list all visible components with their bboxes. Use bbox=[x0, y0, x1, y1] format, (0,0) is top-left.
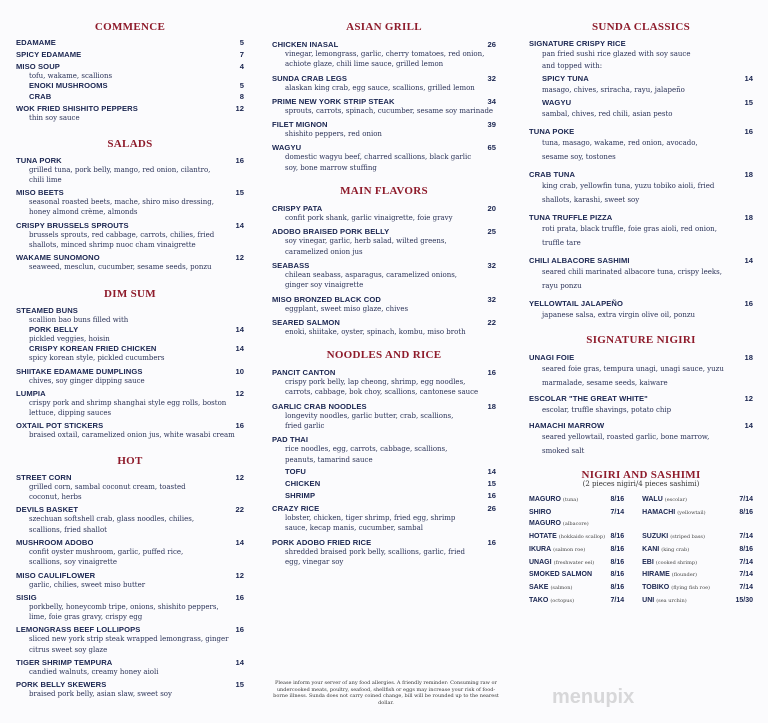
sashimi-name: UNI bbox=[642, 596, 655, 604]
menu-item bbox=[272, 295, 496, 314]
item-price: 16 bbox=[487, 537, 496, 547]
item-name: CRAB TUNA bbox=[529, 170, 576, 179]
item-description: seared foie gras, tempura unagi, unagi sauce, yuzu marmalade, sesame seeds, kaiware bbox=[542, 365, 724, 387]
item-description: shredded braised pork belly, scallions, garlic, fried egg, vinegar soy bbox=[285, 547, 465, 566]
sashimi-name: TOBIKO bbox=[642, 583, 670, 591]
menu-item bbox=[16, 104, 244, 123]
item-description: grilled corn, sambal coconut cream, toasted coconut, herbs bbox=[29, 482, 186, 502]
item-price: 16 bbox=[235, 625, 244, 635]
item-price: 16 bbox=[487, 368, 496, 378]
sashimi-price: 7/14 bbox=[739, 533, 753, 541]
menu-item bbox=[529, 39, 753, 72]
menu-item bbox=[16, 505, 244, 535]
sashimi-name: HAMACHI bbox=[642, 508, 676, 516]
sashimi-item bbox=[642, 557, 753, 570]
item-name: STEAMED BUNS bbox=[16, 305, 78, 315]
menu-item bbox=[529, 394, 753, 417]
item-description: soy vinegar, garlic, herb salad, wilted greens, caramelized onion jus bbox=[285, 237, 447, 256]
item-name: HAMACHI MARROW bbox=[529, 421, 605, 430]
item-name: FILET MIGNON bbox=[272, 120, 328, 130]
item-price: 16 bbox=[235, 592, 244, 602]
sashimi-name: WALU bbox=[642, 496, 663, 503]
sashimi-note: (escolar) bbox=[664, 497, 687, 503]
item-price: 16 bbox=[235, 155, 244, 165]
sashimi-price: 7/14 bbox=[739, 558, 753, 566]
menu-item bbox=[272, 402, 496, 432]
menu-item bbox=[16, 367, 244, 386]
item-price: 14 bbox=[487, 466, 496, 476]
item-description: braised pork belly, asian slaw, sweet soy bbox=[29, 690, 172, 699]
sashimi-note: (salmon) bbox=[550, 584, 573, 591]
sashimi-name: IKURA bbox=[529, 545, 552, 553]
item-description: masago, chives, sriracha, rayu, jalapeño bbox=[542, 86, 685, 94]
menu-item bbox=[16, 38, 244, 47]
sashimi-subtitle: (2 pieces nigiri/4 pieces sashimi) bbox=[582, 480, 700, 488]
menu-item bbox=[16, 62, 244, 81]
sashimi-price: 15/30 bbox=[735, 596, 753, 604]
watermark: menupix bbox=[552, 686, 635, 708]
item-price: 5 bbox=[239, 81, 244, 91]
menu-item bbox=[16, 625, 244, 655]
item-price: 18 bbox=[744, 353, 753, 362]
item-description: vinegar, lemongrass, garlic, cherry tomatoes, red onion, achiote glaze, chili lime sauce, grilled lemon bbox=[285, 50, 485, 69]
item-price: 12 bbox=[235, 472, 244, 482]
sashimi-note: (sea urchin) bbox=[656, 597, 687, 604]
item-price: 12 bbox=[235, 104, 244, 114]
sashimi-note: (freshwater eel) bbox=[553, 559, 595, 566]
sashimi-item bbox=[529, 582, 624, 595]
item-price: 15 bbox=[487, 478, 496, 488]
menu-item bbox=[16, 473, 244, 503]
sashimi-item bbox=[529, 544, 624, 557]
menu-item bbox=[272, 467, 496, 476]
item-price: 16 bbox=[235, 421, 244, 431]
item-name: SHRIMP bbox=[285, 490, 316, 500]
item-price: 14 bbox=[744, 421, 753, 430]
item-name: DEVILS BASKET bbox=[16, 505, 79, 515]
item-description: seared chili marinated albacore tuna, crispy leeks, rayu ponzu bbox=[542, 268, 722, 290]
section-title-hot: HOT bbox=[117, 454, 143, 467]
item-name: MISO SOUP bbox=[16, 62, 60, 71]
item-name: PRIME NEW YORK STRIP STEAK bbox=[272, 96, 395, 106]
menu-item bbox=[529, 421, 753, 458]
section-title-dimsum: DIM SUM bbox=[104, 287, 156, 300]
menu-column-2 bbox=[272, 0, 496, 567]
item-description: alaskan king crab, egg sauce, scallions, grilled lemon bbox=[285, 83, 475, 92]
allergy-notice: Please inform your server of any food allergies. A friendly reminder: Consuming raw or undercooked meats, poultry, seafood, shellfish or eggs may increase your risk of food-borne illness. Sunda does not carry coined change, bill will be rounded up to the nearest dollar. bbox=[273, 680, 499, 706]
item-description: roti prata, black truffle, foie gras aioli, red onion, truffle tare bbox=[542, 225, 717, 247]
menu-item bbox=[272, 120, 496, 139]
menu-item bbox=[272, 227, 496, 257]
sashimi-name: UNAGI bbox=[529, 558, 552, 566]
sashimi-item bbox=[529, 557, 624, 570]
item-price: 14 bbox=[235, 324, 244, 334]
item-name: CRAB bbox=[29, 92, 52, 102]
menu-item bbox=[272, 40, 496, 70]
menu-item bbox=[16, 389, 244, 419]
item-name: CHILI ALBACORE SASHIMI bbox=[529, 256, 630, 265]
item-description: tuna, masago, wakame, red onion, avocado, sesame soy, tostones bbox=[542, 139, 698, 161]
item-price: 32 bbox=[487, 73, 496, 83]
item-name: CRISPY BRUSSELS SPROUTS bbox=[16, 220, 129, 230]
item-name: TUNA TRUFFLE PIZZA bbox=[529, 213, 613, 222]
menu-item bbox=[272, 368, 496, 398]
item-name: ADOBO BRAISED PORK BELLY bbox=[272, 227, 390, 237]
item-price: 32 bbox=[487, 260, 496, 270]
menu-item bbox=[272, 538, 496, 568]
sashimi-note: (yellowtail) bbox=[677, 509, 706, 516]
item-name: PORK BELLY bbox=[29, 324, 79, 334]
sashimi-price: 8/16 bbox=[739, 545, 753, 553]
item-price: 8 bbox=[239, 92, 244, 102]
item-name: EDAMAME bbox=[16, 38, 56, 47]
item-price: 20 bbox=[487, 204, 496, 214]
item-name: LUMPIA bbox=[16, 388, 46, 398]
sashimi-item bbox=[642, 507, 753, 531]
item-price: 25 bbox=[487, 227, 496, 237]
main-flavors-list bbox=[272, 204, 496, 337]
menu-item bbox=[529, 299, 753, 322]
item-price: 12 bbox=[235, 570, 244, 580]
item-description: seaweed, mesclun, cucumber, sesame seeds, ponzu bbox=[29, 263, 212, 272]
sashimi-note: (albacore) bbox=[562, 521, 589, 528]
menu-item bbox=[16, 92, 244, 101]
menu-item bbox=[272, 143, 496, 173]
item-description: enoki, shiitake, oyster, spinach, kombu, miso broth bbox=[285, 327, 466, 336]
item-name: UNAGI FOIE bbox=[529, 353, 575, 362]
item-name: MISO BEETS bbox=[16, 188, 64, 198]
menu-item bbox=[272, 479, 496, 488]
item-name: MUSHROOM ADOBO bbox=[16, 537, 94, 547]
sashimi-item bbox=[642, 569, 753, 582]
menu-item bbox=[16, 156, 244, 186]
item-price: 4 bbox=[239, 62, 244, 71]
item-description: confit pork shank, garlic vinaigrette, foie gravy bbox=[285, 214, 453, 223]
item-name: PORK ADOBO FRIED RICE bbox=[272, 537, 372, 547]
item-name: CRISPY KOREAN FRIED CHICKEN bbox=[29, 344, 157, 354]
section-title-nigiri-sashimi: NIGIRI AND SASHIMI bbox=[581, 469, 701, 481]
item-description: brussels sprouts, red cabbage, carrots, chilies, fried shallots, minced shrimp nuoc cham vinaigrette bbox=[29, 230, 215, 250]
item-price: 18 bbox=[744, 170, 753, 179]
sashimi-row bbox=[529, 544, 753, 557]
sashimi-item bbox=[642, 494, 753, 507]
sashimi-note: (tuna) bbox=[562, 497, 579, 503]
item-name: WAKAME SUNOMONO bbox=[16, 253, 100, 263]
sashimi-price: 8/16 bbox=[610, 545, 625, 553]
sashimi-name: TAKO bbox=[529, 596, 549, 604]
menu-item bbox=[16, 421, 244, 440]
item-description: sambal, chives, red chili, asian pesto bbox=[542, 110, 673, 118]
item-price: 12 bbox=[235, 388, 244, 398]
item-price: 14 bbox=[235, 537, 244, 547]
classics-list bbox=[529, 39, 753, 322]
menu-item bbox=[529, 213, 753, 250]
menu-item bbox=[272, 491, 496, 500]
item-price: 15 bbox=[235, 188, 244, 198]
item-description: grilled tuna, pork belly, mango, red onion, cilantro, chili lime bbox=[29, 165, 211, 184]
sashimi-item bbox=[529, 507, 624, 531]
item-price: 32 bbox=[487, 294, 496, 304]
item-description: eggplant, sweet miso glaze, chives bbox=[285, 304, 409, 313]
menu-item bbox=[272, 204, 496, 223]
menu-item bbox=[529, 74, 753, 97]
sashimi-note: (cooked shrimp) bbox=[655, 559, 698, 566]
item-description: seasonal roasted beets, mache, shiro miso dressing, honey almond crème, almonds bbox=[29, 198, 214, 217]
item-description: braised oxtail, caramelized onion jus, white wasabi cream bbox=[29, 431, 235, 440]
menu-item bbox=[272, 74, 496, 93]
menu-column-3 bbox=[529, 0, 753, 607]
sashimi-price: 7/14 bbox=[739, 583, 753, 591]
item-name: TIGER SHRIMP TEMPURA bbox=[16, 658, 113, 668]
sashimi-note: (salmon roe) bbox=[553, 546, 586, 553]
sashimi-name: HOTATE bbox=[529, 533, 557, 541]
sashimi-row bbox=[529, 557, 753, 570]
menu-item bbox=[16, 538, 244, 568]
item-name: PORK BELLY SKEWERS bbox=[16, 680, 107, 690]
menu-item bbox=[16, 658, 244, 677]
item-price: 18 bbox=[487, 401, 496, 411]
sashimi-row bbox=[529, 569, 753, 582]
item-description: candied walnuts, creamy honey aioli bbox=[29, 668, 159, 677]
item-name: TOFU bbox=[285, 466, 306, 476]
sashimi-price: 8/16 bbox=[610, 496, 625, 503]
item-price: 26 bbox=[487, 503, 496, 513]
item-name: OXTAIL POT STICKERS bbox=[16, 421, 104, 431]
item-name: PANCIT CANTON bbox=[272, 368, 336, 378]
menu-item bbox=[16, 50, 244, 59]
menu-item bbox=[272, 318, 496, 337]
item-description: japanese salsa, extra virgin olive oil, ponzu bbox=[542, 311, 696, 319]
item-price: 65 bbox=[487, 143, 496, 153]
item-name: SEARED SALMON bbox=[272, 317, 340, 327]
sashimi-name: HIRAME bbox=[642, 571, 670, 579]
menu-item bbox=[16, 593, 244, 623]
item-name: SIGNATURE CRISPY RICE bbox=[529, 39, 626, 48]
sashimi-grid bbox=[529, 494, 753, 607]
item-price: 14 bbox=[235, 220, 244, 230]
menu-item bbox=[16, 306, 244, 325]
menu-item bbox=[16, 344, 244, 363]
item-name: CRISPY PATA bbox=[272, 204, 323, 214]
item-price: 14 bbox=[235, 658, 244, 668]
sashimi-price: 8/16 bbox=[610, 571, 625, 579]
item-name: SPICY TUNA bbox=[542, 74, 589, 83]
sashimi-row bbox=[529, 531, 753, 544]
sashimi-name: KANI bbox=[642, 545, 660, 553]
menu-item bbox=[16, 680, 244, 699]
sashimi-price: 8/16 bbox=[610, 558, 625, 566]
menu-item bbox=[529, 353, 753, 390]
sashimi-name: MAGURO bbox=[529, 496, 561, 503]
item-price: 10 bbox=[235, 366, 244, 376]
menu-item bbox=[16, 325, 244, 344]
asian-grill-list bbox=[272, 40, 496, 173]
sashimi-row bbox=[529, 595, 753, 608]
item-name: MISO CAULIFLOWER bbox=[16, 570, 96, 580]
sashimi-price: 7/14 bbox=[610, 508, 625, 516]
item-name: CRAZY RICE bbox=[272, 503, 320, 513]
item-name: STREET CORN bbox=[16, 472, 72, 482]
item-description: szechuan softshell crab, glass noodles, chilies, scallions, fried shallot bbox=[29, 515, 195, 534]
sashimi-name: SUZUKI bbox=[642, 533, 669, 541]
menu-item bbox=[272, 97, 496, 116]
item-description: chilean seabass, asparagus, caramelized onions, ginger soy vinaigrette bbox=[285, 270, 458, 290]
item-description: chives, soy ginger dipping sauce bbox=[29, 376, 145, 385]
item-description: crispy pork belly, lap cheong, shrimp, egg noodles, carrots, cabbage, bok choy, scallions, cantonese sauce bbox=[285, 378, 479, 397]
sashimi-name: SAKE bbox=[529, 583, 549, 591]
item-description: shishito peppers, red onion bbox=[285, 130, 382, 139]
nigiri-list bbox=[529, 353, 753, 458]
sashimi-row bbox=[529, 507, 753, 531]
sashimi-price: 7/14 bbox=[610, 596, 625, 604]
item-name: CHICKEN INASAL bbox=[272, 40, 339, 49]
menu-column-1 bbox=[16, 0, 244, 700]
item-name: SPICY EDAMAME bbox=[16, 50, 82, 59]
menu-item bbox=[272, 504, 496, 534]
item-name: TUNA PORK bbox=[16, 155, 62, 165]
menu-item bbox=[529, 98, 753, 121]
sashimi-item bbox=[529, 494, 624, 507]
item-price: 15 bbox=[744, 98, 753, 107]
hot-list bbox=[16, 473, 244, 700]
item-name: ENOKI MUSHROOMS bbox=[29, 81, 108, 91]
item-price: 5 bbox=[239, 38, 244, 47]
item-description: sprouts, carrots, spinach, cucumber, sesame soy marinade bbox=[285, 106, 494, 115]
item-description: king crab, yellowfin tuna, yuzu tobiko aioli, fried shallots, karashi, sweet soy bbox=[542, 182, 715, 204]
item-name: SISIG bbox=[16, 592, 37, 602]
salads-list bbox=[16, 156, 244, 273]
menu-item bbox=[529, 170, 753, 207]
menu-item bbox=[16, 81, 244, 90]
section-title-noodles-rice: NOODLES AND RICE bbox=[326, 349, 442, 362]
item-description: garlic, chilies, sweet miso butter bbox=[29, 580, 146, 589]
sashimi-price: 8/16 bbox=[610, 533, 625, 541]
menu-item bbox=[16, 188, 244, 218]
item-price: 16 bbox=[744, 299, 753, 308]
sashimi-price: 7/14 bbox=[739, 496, 753, 503]
sashimi-note: (king crab) bbox=[661, 546, 690, 553]
menu-item bbox=[529, 256, 753, 293]
menu-item bbox=[16, 571, 244, 590]
item-name: TUNA POKE bbox=[529, 127, 575, 136]
item-name: SUNDA CRAB LEGS bbox=[272, 73, 348, 83]
item-description: confit oyster mushroom, garlic, puffed rice, scallions, soy vinaigrette bbox=[29, 547, 184, 567]
sashimi-item bbox=[529, 595, 624, 608]
item-description: crispy pork and shrimp shanghai style egg rolls, boston lettuce, dipping sauces bbox=[29, 398, 227, 418]
item-description: tofu, wakame, scallions bbox=[29, 72, 113, 80]
item-name: WOK FRIED SHISHITO PEPPERS bbox=[16, 104, 138, 114]
item-name: ESCOLAR "THE GREAT WHITE" bbox=[529, 394, 648, 403]
item-price: 22 bbox=[487, 317, 496, 327]
sashimi-note: (octopus) bbox=[550, 597, 575, 604]
item-price: 14 bbox=[744, 256, 753, 265]
item-price: 22 bbox=[235, 505, 244, 515]
sashimi-name: EBI bbox=[642, 558, 654, 566]
item-price: 16 bbox=[744, 127, 753, 136]
item-name: WAGYU bbox=[542, 98, 572, 107]
sashimi-note: (striped bass) bbox=[670, 534, 705, 541]
sashimi-item bbox=[642, 582, 753, 595]
item-description: seared yellowtail, roasted garlic, bone marrow, smoked salt bbox=[542, 433, 710, 455]
item-description: rice noodles, egg, carrots, cabbage, scallions, peanuts, tamarind sauce bbox=[285, 445, 448, 464]
noodles-list bbox=[272, 368, 496, 567]
sashimi-name: SHIRO MAGURO bbox=[529, 508, 561, 528]
section-title-salads: SALADS bbox=[107, 137, 153, 150]
item-name: SHIITAKE EDAMAME DUMPLINGS bbox=[16, 366, 143, 376]
item-price: 7 bbox=[239, 50, 244, 59]
sashimi-item bbox=[642, 595, 753, 608]
item-description: porkbelly, honeycomb tripe, onions, shishito peppers, lime, foie gras gravy, crispy egg bbox=[29, 602, 219, 622]
section-title-asian-grill: ASIAN GRILL bbox=[346, 21, 422, 33]
item-description: sliced new york strip steak wrapped lemongrass, ginger citrus sweet soy glaze bbox=[29, 635, 229, 654]
menu-item bbox=[529, 127, 753, 164]
sashimi-price: 8/16 bbox=[739, 508, 753, 516]
item-price: 14 bbox=[235, 344, 244, 354]
section-title-signature-nigiri: SIGNATURE NIGIRI bbox=[586, 334, 696, 346]
item-description: longevity noodles, garlic butter, crab, scallions, fried garlic bbox=[285, 411, 454, 431]
sashimi-item bbox=[642, 531, 753, 544]
item-price: 16 bbox=[487, 490, 496, 500]
item-price: 34 bbox=[487, 96, 496, 106]
sashimi-item bbox=[529, 569, 624, 582]
item-description: lobster, chicken, tiger shrimp, fried egg, shrimp sauce, kecap manis, cucumber, sambal bbox=[285, 513, 456, 533]
section-title-main-flavors: MAIN FLAVORS bbox=[340, 185, 428, 198]
item-name: MISO BRONZED BLACK COD bbox=[272, 294, 381, 304]
item-name: CHICKEN bbox=[285, 478, 321, 488]
sashimi-item bbox=[529, 531, 624, 544]
sashimi-name: SMOKED SALMON bbox=[529, 571, 592, 579]
menu-item bbox=[272, 261, 496, 291]
sashimi-price: 8/16 bbox=[610, 583, 625, 591]
item-description: domestic wagyu beef, charred scallions, black garlic soy, bone marrow stuffing bbox=[285, 153, 472, 172]
item-price: 15 bbox=[235, 680, 244, 690]
item-description: escolar, truffle shavings, potato chip bbox=[542, 406, 672, 414]
menu-item bbox=[16, 253, 244, 272]
item-description: pickled veggies, hoisin bbox=[29, 334, 110, 343]
sashimi-row bbox=[529, 494, 753, 507]
item-description: thin soy sauce bbox=[29, 114, 80, 123]
sashimi-item bbox=[642, 544, 753, 557]
item-price: 18 bbox=[744, 213, 753, 222]
item-description: pan fried sushi rice glazed with soy sauce and topped with: bbox=[542, 50, 691, 70]
item-price: 12 bbox=[744, 394, 753, 403]
item-name: PAD THAI bbox=[272, 435, 309, 445]
sashimi-note: (hokkaido scallop) bbox=[558, 534, 606, 541]
item-price: 39 bbox=[487, 120, 496, 130]
sashimi-note: (flounder) bbox=[671, 572, 698, 579]
item-price: 12 bbox=[235, 253, 244, 263]
sashimi-price: 7/14 bbox=[739, 571, 753, 579]
item-name: SEABASS bbox=[272, 260, 310, 270]
item-name: WAGYU bbox=[272, 143, 302, 153]
item-description: scallion bao buns filled with bbox=[29, 315, 129, 324]
section-title-sunda-classics: SUNDA CLASSICS bbox=[591, 21, 691, 33]
item-price: 26 bbox=[487, 40, 496, 49]
item-name: YELLOWTAIL JALAPEÑO bbox=[529, 299, 624, 308]
item-price: 14 bbox=[744, 74, 753, 83]
dimsum-list bbox=[16, 306, 244, 441]
sashimi-note: (flying fish roe) bbox=[671, 584, 710, 591]
item-name: LEMONGRASS BEEF LOLLIPOPS bbox=[16, 625, 141, 635]
sashimi-row bbox=[529, 582, 753, 595]
menu-item bbox=[272, 435, 496, 465]
item-name: GARLIC CRAB NOODLES bbox=[272, 401, 367, 411]
section-title-commence: COMMENCE bbox=[94, 21, 166, 33]
menu-item bbox=[16, 221, 244, 251]
item-description: spicy korean style, pickled cucumbers bbox=[29, 354, 165, 363]
commence-list bbox=[16, 38, 244, 124]
